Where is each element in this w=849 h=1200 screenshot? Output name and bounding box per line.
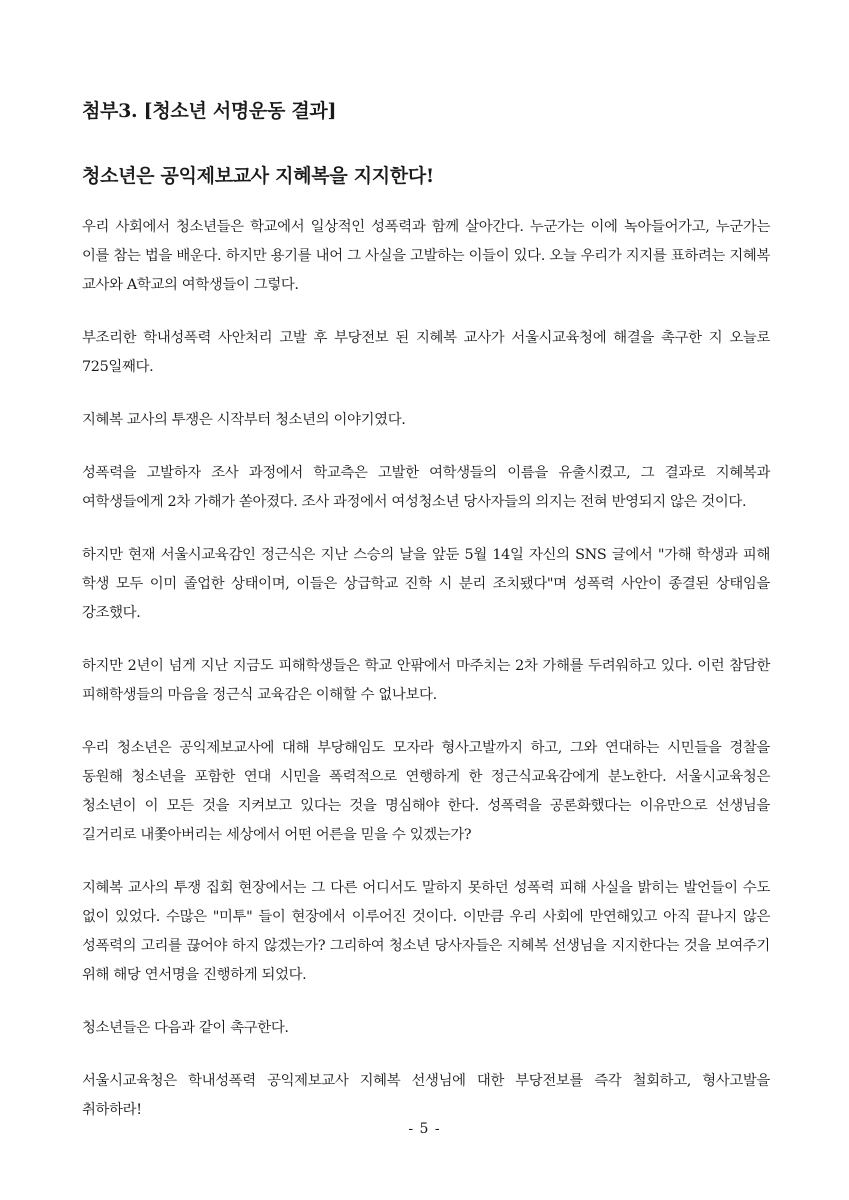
paragraph: 지혜복 교사의 투쟁 집회 현장에서는 그 다른 어디서도 말하지 못하던 성폭력 피해 사실을 밝히는 발언들이 수도 없이 있었다. 수많은 "미투" 들이 현장에서 이루어진 것이다. 이만큼 우리 사회에 만연해있고 아직 끝나지 않은 성폭력의 고리를 끊어야 하지 않겠는가? 그리하여 청소년 당사자들은 지혜복 선생님을 지지한다는 것을 보여주기 위해 해당 연서명을 진행하게 되었다. <box>82 880 770 983</box>
paragraph: 우리 청소년은 공익제보교사에 대해 부당해임도 모자라 형사고발까지 하고, 그와 연대하는 시민들을 경찰을 동원해 청소년을 포함한 연대 시민을 폭력적으로 연행하게 한 정근식교육감에게 분노한다. 서울시교육청은 청소년이 이 모든 것을 지켜보고 있다는 것을 명심해야 한다. 성폭력을 공론화했다는 이유만으로 선생님을 길거리로 내쫓아버리는 세상에서 어떤 어른을 믿을 수 있겠는가? <box>82 740 770 843</box>
attachment-title: 첨부3. [청소년 서명운동 결과] <box>82 100 337 122</box>
paragraph: 하지만 2년이 넘게 지난 지금도 피해학생들은 학교 안팎에서 마주치는 2차 가해를 두려워하고 있다. 이런 참담한 피해학생들의 마음을 정근식 교육감은 이해할 수 없나보다. <box>82 658 770 703</box>
page-number: - 5 - <box>408 1121 441 1137</box>
document-title: 청소년은 공익제보교사 지혜복을 지지한다! <box>82 165 434 187</box>
paragraph: 청소년들은 다음과 같이 촉구한다. <box>82 1020 289 1036</box>
document-body <box>82 213 770 1149</box>
paragraph: 지혜복 교사의 투쟁은 시작부터 청소년의 이야기였다. <box>82 412 406 428</box>
paragraph: 우리 사회에서 청소년들은 학교에서 일상적인 성폭력과 함께 살아간다. 누군가는 이에 녹아들어가고, 누군가는 이를 참는 법을 배운다. 하지만 용기를 내어 그 사실을 고발하는 이들이 있다. 오늘 우리가 지지를 표하려는 지혜복 교사와 A학교의 여학생들이 그렇다. <box>82 219 770 293</box>
paragraph: 성폭력을 고발하자 조사 과정에서 학교측은 고발한 여학생들의 이름을 유출시켰고, 그 결과로 지혜복과 여학생들에게 2차 가해가 쏟아졌다. 조사 과정에서 여성청소년 당사자들의 의지는 전혀 반영되지 않은 것이다. <box>82 465 770 510</box>
paragraph: 서울시교육청은 학내성폭력 공익제보교사 지혜복 선생님에 대한 부당전보를 즉각 철회하고, 형사고발을 취하하라! <box>82 1073 770 1118</box>
paragraph: 하지만 현재 서울시교육감인 정근식은 지난 스승의 날을 앞둔 5월 14일 자신의 SNS 글에서 "가해 학생과 피해 학생 모두 이미 졸업한 상태이며, 이들은 상급학교 진학 시 분리 조치됐다"며 성폭력 사안이 종결된 상태임을 강조했다. <box>82 547 770 621</box>
paragraph: 부조리한 학내성폭력 사안처리 고발 후 부당전보 된 지혜복 교사가 서울시교육청에 해결을 촉구한 지 오늘로 725일째다. <box>82 330 770 375</box>
